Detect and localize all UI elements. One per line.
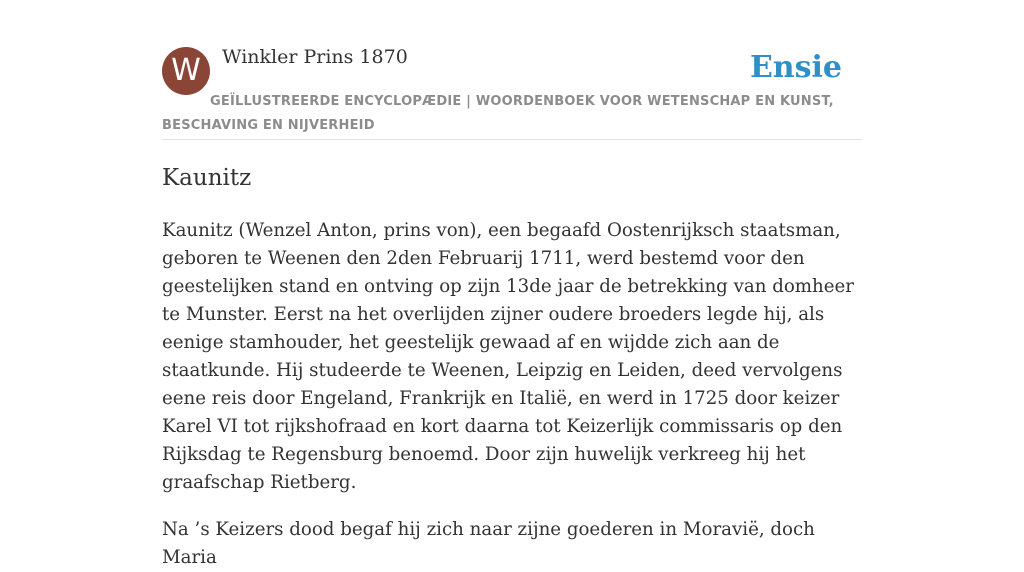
article	[162, 160, 862, 572]
source-title[interactable]: Winkler Prins 1870	[222, 46, 408, 68]
article-paragraph: Na ’s Keizers dood begaf hij zich naar zijne goederen in Moravië, doch Maria	[162, 519, 815, 568]
article-paragraph: Kaunitz (Wenzel Anton, prins von), een begaafd Oostenrijksch staatsman, geboren te Weenen den 2den Februarij 1711, werd bestemd voor den geestelijken stand en ontving op zijn 13de jaar de betrekking van domheer te Munster. Eerst na het overlijden zijner oudere broeders legde hij, als eenige stamhouder, het geestelijk gewaad af en wijdde zich aan de staatkunde. Hij studeerde te Weenen, Leipzig en Leiden, deed vervolgens eene reis door Engeland, Frankrijk en Italië, en werd in 1725 door keizer Karel VI tot rijkshofraad en kort daarna tot Keizerlijk commissaris op den Rijksdag te Regensburg benoemd. Door zijn huwelijk verkreeg hij het graafschap Rietberg.	[162, 220, 854, 493]
brand-logo-link[interactable]: Ensie	[749, 50, 842, 85]
source-subtitle: GEÏLLUSTREERDE ENCYCLOPÆDIE | WOORDENBOEK VOOR WETENSCHAP EN KUNST, BESCHAVING EN NIJVERHEID	[162, 94, 834, 133]
article-title: Kaunitz	[162, 165, 252, 191]
header	[162, 0, 862, 140]
avatar[interactable]: W	[162, 47, 210, 95]
